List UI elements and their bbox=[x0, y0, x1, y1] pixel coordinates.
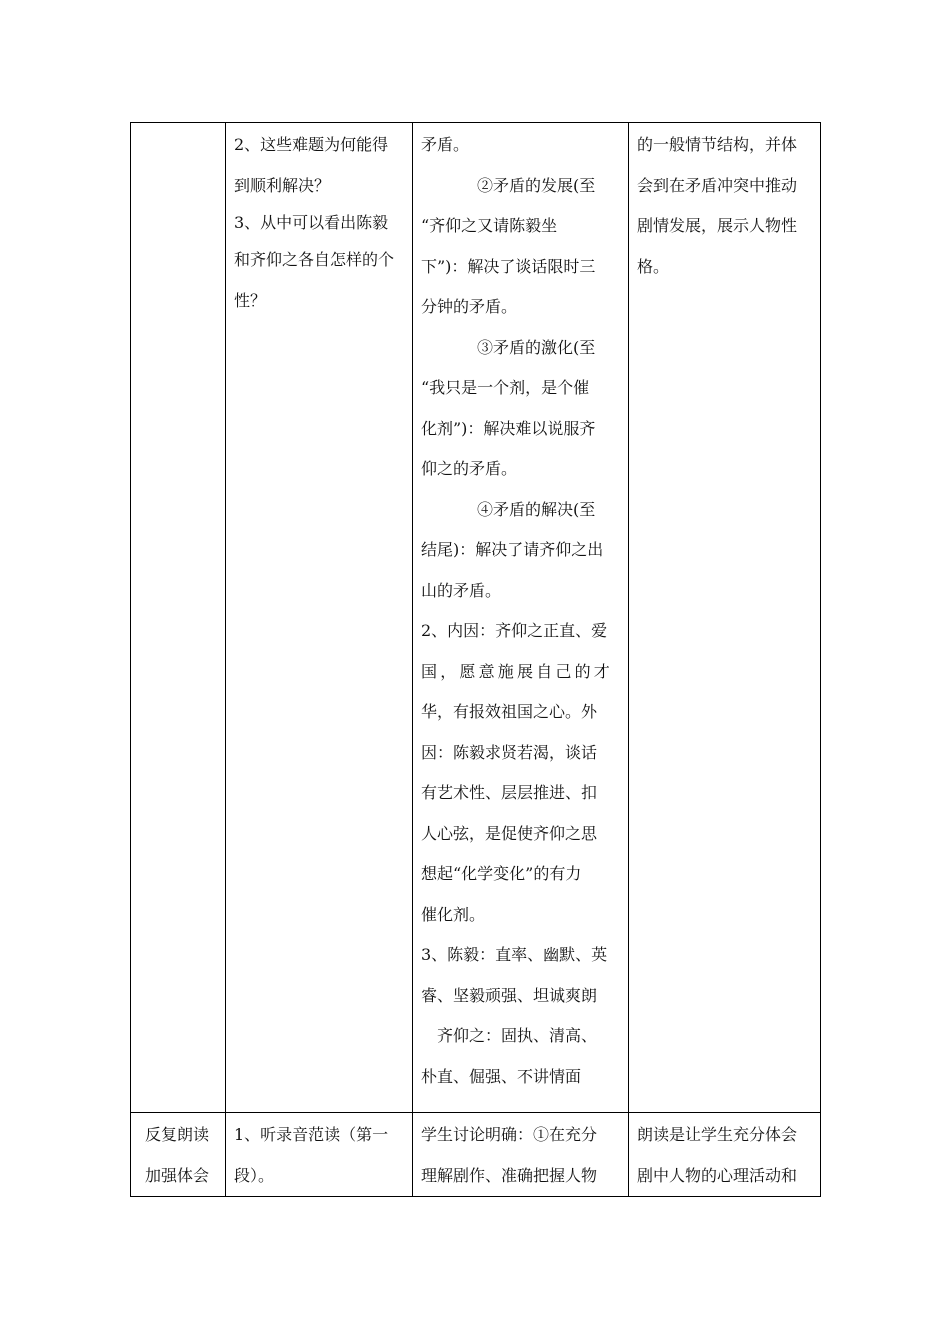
stage-cell bbox=[131, 123, 226, 1113]
stage-cell bbox=[131, 1113, 226, 1197]
question-line: 3、从中可以看出陈毅 bbox=[234, 213, 389, 232]
intent-line: 剧中人物的心理活动和 bbox=[637, 1165, 798, 1185]
stage-line: 反复朗读 bbox=[145, 1125, 210, 1144]
intent-line: 格。 bbox=[637, 256, 670, 276]
answer-line: 仰之的矛盾。 bbox=[421, 459, 518, 478]
answer-line: 化剂”)：解决难以说服齐 bbox=[421, 418, 596, 438]
answer-line: 2、内因：齐仰之正直、爱 bbox=[421, 621, 608, 640]
question-line: 性？ bbox=[234, 290, 267, 310]
intent-cell bbox=[629, 1113, 821, 1197]
answer-line: 下”)：解决了谈话限时三 bbox=[421, 256, 596, 276]
answer-line: “齐仰之又请陈毅坐 bbox=[421, 216, 558, 235]
answer-line: 齐仰之：固执、清高、 bbox=[437, 1026, 598, 1045]
answer-line: ③矛盾的激化(至 bbox=[477, 337, 596, 357]
answer-line: 因：陈毅求贤若渴，谈话 bbox=[421, 742, 598, 762]
question-line: 段）。 bbox=[234, 1165, 275, 1185]
question-line: 1、听录音范读（第一 bbox=[234, 1125, 389, 1144]
answer-line: 矛盾。 bbox=[421, 135, 470, 154]
answer-line: 结尾)：解决了请齐仰之出 bbox=[421, 540, 604, 559]
intent-line: 朗读是让学生充分体会 bbox=[637, 1125, 798, 1144]
questions-cell bbox=[226, 1113, 413, 1197]
question-line: 到顺利解决？ bbox=[234, 175, 331, 195]
answer-line: 人心弦，是促使齐仰之思 bbox=[421, 823, 598, 843]
stage-line: 加强体会 bbox=[145, 1165, 210, 1185]
table-row bbox=[131, 123, 821, 1113]
answer-line: 有艺术性、层层推进、扣 bbox=[421, 783, 598, 802]
answer-line: 催化剂。 bbox=[421, 904, 486, 924]
question-line: 2、这些难题为何能得 bbox=[234, 135, 389, 154]
answer-line: 华，有报效祖国之心。外 bbox=[421, 702, 598, 721]
intent-cell bbox=[629, 123, 821, 1113]
answer-line: “我只是一个剂，是个催 bbox=[421, 378, 590, 397]
answer-line: ②矛盾的发展(至 bbox=[477, 175, 596, 195]
intent-line: 的一般情节结构，并体 bbox=[637, 135, 798, 154]
answer-line: ④矛盾的解决(至 bbox=[477, 499, 596, 519]
answer-line: 学生讨论明确：①在充分 bbox=[421, 1125, 598, 1144]
answer-line: 山的矛盾。 bbox=[421, 580, 502, 600]
answer-line: 理解剧作、准确把握人物 bbox=[421, 1165, 598, 1185]
answer-line: 国，愿意施展自己的才 bbox=[421, 661, 614, 681]
answer-line: 睿、坚毅顽强、坦诚爽朗 bbox=[421, 985, 598, 1005]
lesson-plan-table bbox=[130, 122, 821, 1197]
questions-cell bbox=[226, 123, 413, 1113]
answer-line: 想起“化学变化”的有力 bbox=[421, 864, 582, 883]
answer-line: 3、陈毅：直率、幽默、英 bbox=[421, 945, 608, 964]
answer-line: 朴直、倔强、不讲情面 bbox=[421, 1066, 582, 1086]
answers-cell bbox=[413, 123, 629, 1113]
question-line: 和齐仰之各自怎样的个 bbox=[234, 250, 395, 269]
answers-cell bbox=[413, 1113, 629, 1197]
intent-line: 剧情发展，展示人物性 bbox=[637, 216, 798, 235]
intent-line: 会到在矛盾冲突中推动 bbox=[637, 175, 798, 195]
answer-line: 分钟的矛盾。 bbox=[421, 297, 518, 316]
table-row bbox=[131, 1113, 821, 1197]
